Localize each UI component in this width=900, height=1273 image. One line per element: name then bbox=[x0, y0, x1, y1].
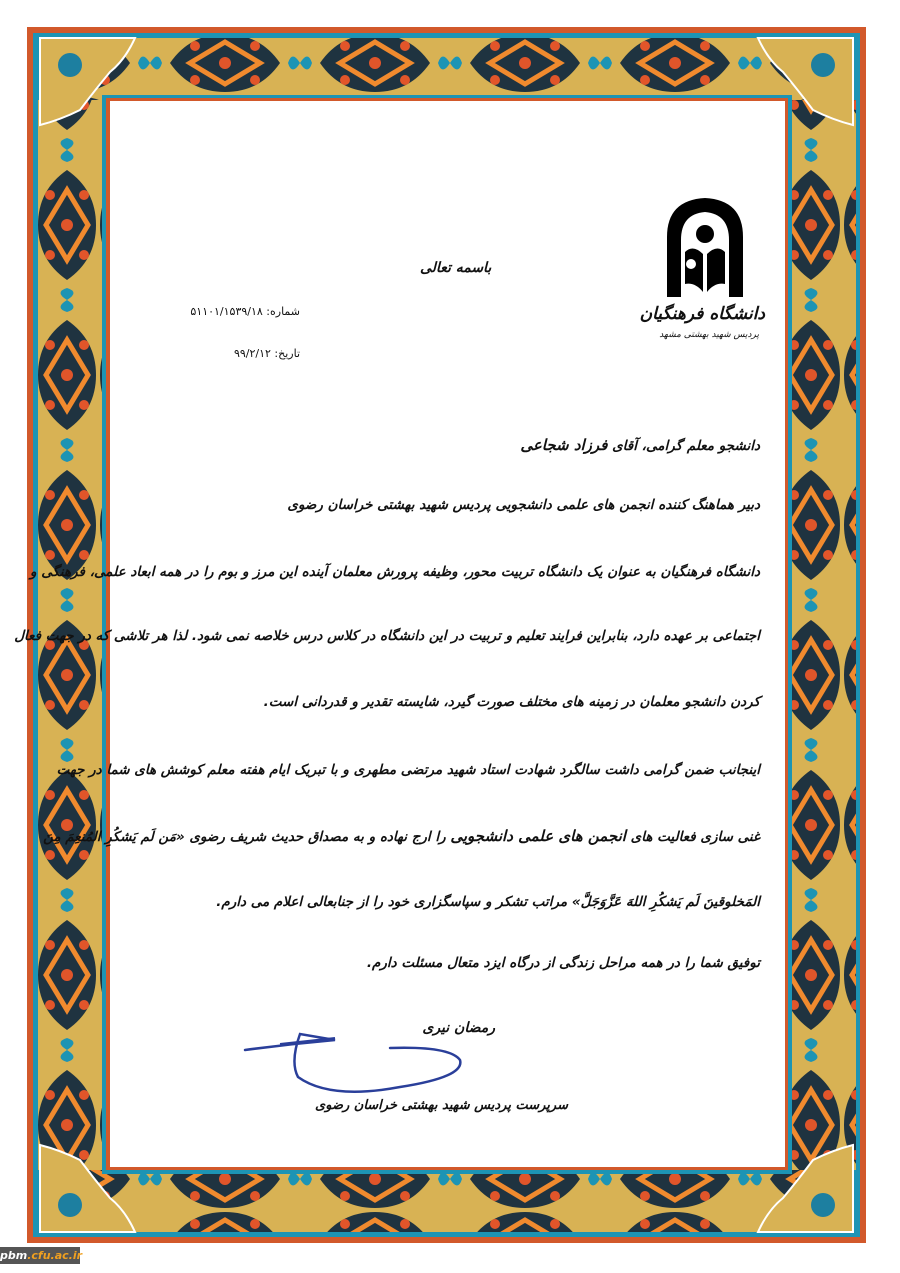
paragraph2-line2-start: غنی سازی فعالیت های bbox=[630, 829, 760, 845]
closing-line: توفیق شما را در همه مراحل زندگی از درگاه ایزد متعال مسئلت دارم. bbox=[366, 955, 760, 971]
paragraph1-line1: دانشگاه فرهنگیان به عنوان یک دانشگاه تربیت محور، وظیفه پرورش معلمان آینده این مرز و بوم را در همه ابعاد علمی، فرهنگی و bbox=[29, 564, 760, 580]
letter-date-value: ۹۹/۲/۱۲ bbox=[233, 347, 271, 360]
watermark-prefix: pbm bbox=[0, 1249, 28, 1262]
paragraph1-line2: اجتماعی بر عهده دارد، بنابراین فرایند تعلیم و تربیت در این دانشگاه در کلاس درس خلاصه نمی شود. لذا هر تلاشی که در جهت فعال bbox=[14, 628, 760, 644]
paragraph1-line3: کردن دانشجو معلمان در زمینه های مختلف صورت گیرد، شایسته تقدیر و قدردانی است. bbox=[263, 694, 760, 710]
paragraph2-line2-end: را ارج نهاده و به مصداق حدیث شریف رضوی «مَن لَم یَشکُرِ المُنعِمَ مِنَ bbox=[43, 829, 446, 845]
logo-campus-name: پردیس شهید بهشتی مشهد bbox=[659, 330, 759, 340]
recipient-name: فرزاد شجاعی bbox=[520, 436, 608, 454]
watermark-domain: .cfu.ac.ir bbox=[27, 1249, 83, 1262]
letter-number-value: ۵۱۱۰۱/۱۵۳۹/۱۸ bbox=[190, 305, 263, 318]
letter-date-label: تاریخ: bbox=[274, 347, 300, 360]
letter-date bbox=[234, 347, 300, 360]
university-emblem-icon bbox=[645, 192, 765, 302]
recipient-role: دبیر هماهنگ کننده انجمن های علمی دانشجویی پردیس شهید بهشتی خراسان رضوی bbox=[287, 497, 760, 513]
paragraph2-line1: اینجانب ضمن گرامی داشت سالگرد شهادت استاد شهید مرتضی مطهری و با تبریک ایام هفته معلم کوشش های شما در جهت bbox=[56, 762, 760, 778]
handwritten-signature bbox=[240, 1032, 480, 1102]
paragraph2-line3: المَخلوقینَ لَم یَشکُرِ اللهَ عَزَّوَجَلَّ» مراتب تشکر و سپاسگزاری خود را از جنابعالی اعلام می دارم. bbox=[216, 894, 760, 910]
basmala: باسمه تعالی bbox=[420, 260, 492, 276]
university-logo bbox=[639, 192, 765, 352]
site-watermark bbox=[0, 1247, 83, 1264]
signatory-name: رمضان نیری bbox=[422, 1020, 495, 1036]
paragraph2-line2 bbox=[43, 827, 760, 845]
paragraph2-line2-bold: انجمن های علمی دانشجویی bbox=[450, 827, 626, 845]
signatory-title: سرپرست پردیس شهید بهشتی خراسان رضوی bbox=[315, 1098, 568, 1113]
letter-number-label: شماره: bbox=[266, 305, 300, 318]
salutation-prefix: دانشجو معلم گرامی، آقای bbox=[612, 438, 760, 454]
logo-university-name: دانشگاه فرهنگیان bbox=[639, 304, 765, 324]
salutation bbox=[520, 436, 760, 454]
letter-number bbox=[190, 305, 300, 318]
